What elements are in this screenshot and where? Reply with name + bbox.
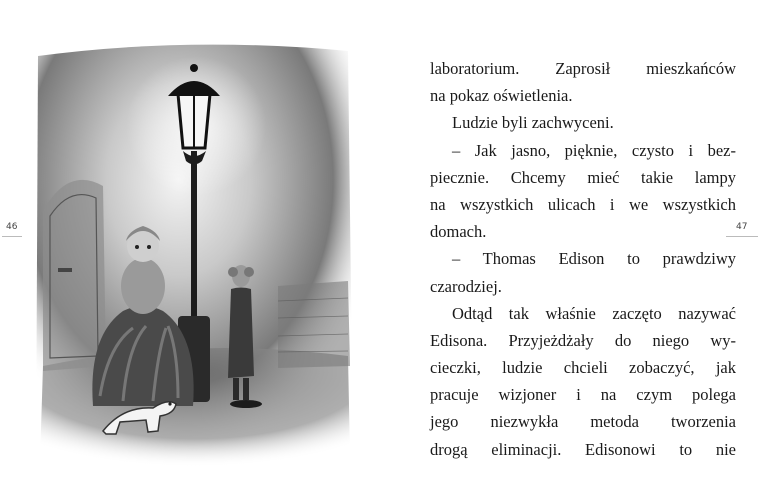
text-line: Ludzie byli zachwyceni.	[452, 113, 614, 133]
text-line: piecznie. Chcemy mieć takie lampy	[430, 167, 736, 187]
text-line: cieczki, ludzie chcieli zobaczyć, jak	[430, 358, 736, 378]
text-line: czarodziej.	[430, 276, 502, 296]
door-plaque	[58, 268, 72, 272]
text-line: – Jak jasno, pięknie, czysto i bez-	[452, 140, 736, 160]
night-street-lamp-illustration	[28, 36, 358, 468]
text-line: pracuje wizjoner i na czym polega	[430, 385, 736, 405]
text-line: domach.	[430, 222, 487, 242]
text-line: Odtąd tak właśnie zaczęto nazywać	[452, 303, 736, 323]
brick-wall	[278, 281, 350, 368]
story-text	[430, 55, 736, 463]
page-number-left: 46	[6, 222, 18, 232]
text-line: – Thomas Edison to prawdziwy	[452, 249, 736, 269]
text-line: drogą eliminacji. Edisonowi to nie	[430, 439, 736, 459]
text-line: jego niezwykła metoda tworzenia	[430, 412, 736, 432]
page-number-right: 47	[736, 222, 748, 232]
text-line: na pokaz oświetlenia.	[430, 86, 573, 106]
page-number-rule-left	[2, 236, 22, 237]
right-page	[380, 0, 760, 491]
text-line: laboratorium. Zaprosił mieszkańców	[430, 59, 736, 78]
text-line: Edisona. Przyjeżdżały do niego wy-	[430, 330, 736, 350]
text-line: na wszystkich ulicach i we wszystkich	[430, 194, 736, 214]
